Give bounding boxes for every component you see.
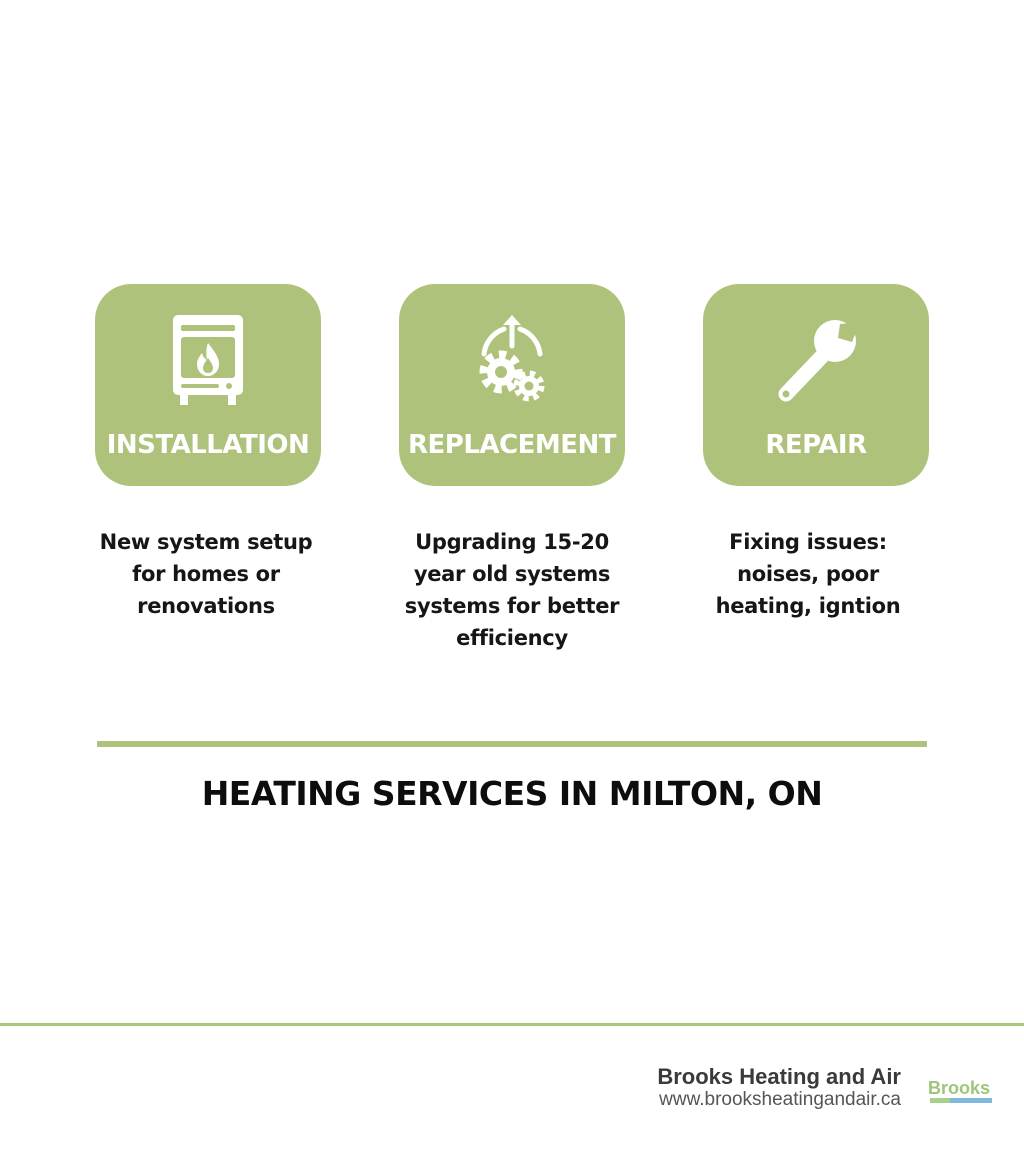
service-description-replacement: Upgrading 15-20 year old systems systems for better efficiency [404,530,620,650]
service-description-repair: Fixing issues: noises, poor heating, igntion [715,530,901,618]
brooks-logo [926,1076,996,1108]
page-headline: HEATING SERVICES IN MILTON, ON [201,774,823,813]
website-link[interactable]: www.brooksheatingandair.ca [659,1089,901,1110]
service-card-installation [95,284,321,486]
wrench-icon [703,312,929,408]
service-card-repair [703,284,929,486]
service-description-installation: New system setup for homes or renovations [99,530,313,618]
footer-divider [0,1023,1024,1026]
svg-text:Brooks: Brooks [928,1078,991,1098]
furnace-flame-icon [95,312,321,408]
service-card-replacement [399,284,625,486]
company-name: Brooks Heating and Air [657,1064,901,1089]
gears-cycle-icon [399,312,625,408]
service-title-repair: REPAIR [765,430,867,460]
service-title-installation: INSTALLATION [106,430,310,460]
section-divider [97,741,927,747]
service-title-replacement: REPLACEMENT [408,430,616,460]
